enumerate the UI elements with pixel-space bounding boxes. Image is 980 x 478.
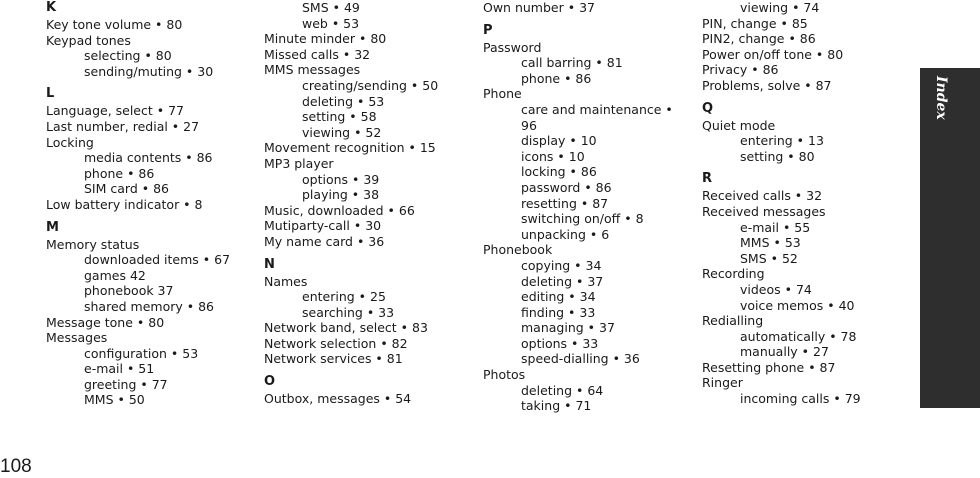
index-entry: Ringer: [702, 375, 743, 391]
index-entry: Music, downloaded • 66: [264, 202, 415, 218]
index-subentry: SMS • 52: [740, 250, 798, 266]
index-subentry: unpacking • 6: [521, 226, 610, 242]
index-subentry: MMS • 50: [84, 392, 145, 408]
index-subentry: options • 33: [521, 335, 599, 351]
index-subentry: copying • 34: [521, 257, 602, 273]
index-subentry: media contents • 86: [84, 150, 213, 166]
index-subentry: phone • 86: [521, 70, 592, 86]
index-subentry: care and maintenance • 96: [521, 101, 673, 133]
index-subentry: SIM card • 86: [84, 181, 169, 197]
index-entry: MMS messages: [264, 62, 361, 78]
index-entry: MP3 player: [264, 155, 334, 171]
index-subentry: editing • 34: [521, 289, 596, 305]
index-entry: Recording: [702, 266, 765, 282]
index-subentry: web • 53: [302, 15, 360, 31]
index-letter-heading: K: [46, 0, 57, 15]
index-subentry: e-mail • 55: [740, 219, 811, 235]
index-subentry: selecting • 80: [84, 48, 172, 64]
index-entry: Mutiparty-call • 30: [264, 218, 382, 234]
index-section: [702, 101, 912, 165]
index-subentry: viewing • 74: [740, 0, 820, 15]
index-side-tab: [920, 68, 980, 408]
index-subentry: speed-dialling • 36: [521, 351, 640, 367]
index-column-1: [46, 0, 256, 415]
index-subentry: manually • 27: [740, 344, 829, 360]
index-subentry: deleting • 37: [521, 273, 604, 289]
index-entry: Memory status: [46, 236, 140, 252]
index-entry: Privacy • 86: [702, 62, 779, 78]
index-section: [264, 374, 474, 407]
index-letter-heading: N: [264, 256, 275, 272]
index-section: [46, 220, 256, 409]
index-section: [702, 171, 912, 406]
index-entry: Low battery indicator • 8: [46, 196, 203, 212]
index-entry: Language, select • 77: [46, 103, 185, 119]
index-letter-heading: P: [483, 22, 493, 38]
index-entry: Message tone • 80: [46, 314, 165, 330]
index-letter-heading: R: [702, 171, 713, 187]
index-column-2: [264, 0, 474, 414]
index-section: [264, 0, 474, 250]
index-subentry: options • 39: [302, 171, 380, 187]
index-subentry: entering • 13: [740, 133, 824, 149]
index-subentry: switching on/off • 8: [521, 211, 644, 227]
index-subentry: greeting • 77: [84, 376, 168, 392]
index-subentry: setting • 80: [740, 148, 815, 164]
index-entry: Password: [483, 39, 542, 55]
index-entry: Received calls • 32: [702, 188, 823, 204]
index-letter-heading: L: [46, 86, 55, 102]
index-subentry: deleting • 53: [302, 93, 385, 109]
index-entry: Power on/off tone • 80: [702, 46, 844, 62]
index-subentry: display • 10: [521, 133, 597, 149]
index-letter-heading: O: [264, 374, 276, 390]
index-section: [483, 23, 693, 414]
index-subentry: videos • 74: [740, 281, 812, 297]
index-subentry: SMS • 49: [302, 0, 360, 15]
index-subentry: resetting • 87: [521, 195, 609, 211]
index-subentry: playing • 38: [302, 187, 380, 203]
index-column-4: [702, 0, 912, 414]
index-entry: Network band, select • 83: [264, 320, 428, 336]
index-section: [46, 0, 256, 79]
index-subentry: sending/muting • 30: [84, 63, 214, 79]
index-subentry: icons • 10: [521, 148, 585, 164]
index-subentry: automatically • 78: [740, 328, 857, 344]
index-column-3: [483, 0, 693, 421]
index-entry: Keypad tones: [46, 32, 131, 48]
index-subentry: locking • 86: [521, 164, 597, 180]
index-entry: Phone: [483, 86, 522, 102]
index-subentry: deleting • 64: [521, 382, 604, 398]
index-subentry: password • 86: [521, 179, 612, 195]
index-section: [264, 257, 474, 368]
index-entry: Missed calls • 32: [264, 46, 371, 62]
index-section: [483, 0, 693, 16]
index-subentry: MMS • 53: [740, 235, 801, 251]
index-subentry: finding • 33: [521, 304, 596, 320]
side-tab-label: Index: [933, 76, 949, 120]
index-subentry: setting • 58: [302, 109, 377, 125]
index-entry: Minute minder • 80: [264, 31, 387, 47]
index-entry: Problems, solve • 87: [702, 77, 832, 93]
index-entry: Phonebook: [483, 242, 553, 258]
index-subentry: shared memory • 86: [84, 298, 215, 314]
index-entry: Outbox, messages • 54: [264, 391, 412, 407]
index-entry: Movement recognition • 15: [264, 140, 436, 156]
index-entry: My name card • 36: [264, 233, 385, 249]
index-subentry: managing • 37: [521, 320, 615, 336]
index-entry: PIN2, change • 86: [702, 31, 816, 47]
index-entry: Messages: [46, 330, 108, 346]
index-subentry: downloaded items • 67: [84, 252, 231, 268]
index-subentry: viewing • 52: [302, 124, 382, 140]
index-subentry: call barring • 81: [521, 55, 623, 71]
index-entry: Network services • 81: [264, 351, 403, 367]
index-entry: Names: [264, 273, 308, 289]
index-entry: Last number, redial • 27: [46, 118, 200, 134]
index-entry: Own number • 37: [483, 0, 595, 15]
index-subentry: incoming calls • 79: [740, 391, 861, 407]
page-number: 108: [0, 456, 32, 477]
index-entry: Quiet mode: [702, 117, 776, 133]
index-section: [702, 0, 912, 94]
index-entry: Received messages: [702, 203, 826, 219]
index-subentry: phonebook 37: [84, 283, 174, 299]
index-entry: PIN, change • 85: [702, 15, 808, 31]
index-entry: Redialling: [702, 313, 764, 329]
index-subentry: searching • 33: [302, 304, 395, 320]
index-subentry: configuration • 53: [84, 345, 199, 361]
index-subentry: games 42: [84, 267, 146, 283]
index-subentry: e-mail • 51: [84, 361, 155, 377]
index-subentry: taking • 71: [521, 398, 592, 414]
index-letter-heading: M: [46, 219, 59, 235]
index-entry: Photos: [483, 367, 526, 383]
index-subentry: creating/sending • 50: [302, 77, 439, 93]
index-subentry: entering • 25: [302, 289, 386, 305]
index-letter-heading: Q: [702, 100, 714, 116]
index-entry: Locking: [46, 134, 94, 150]
index-entry: Network selection • 82: [264, 335, 408, 351]
index-entry: Resetting phone • 87: [702, 359, 836, 375]
index-subentry: phone • 86: [84, 165, 155, 181]
index-entry: Key tone volume • 80: [46, 17, 183, 32]
index-section: [46, 86, 256, 212]
index-subentry: voice memos • 40: [740, 297, 855, 313]
